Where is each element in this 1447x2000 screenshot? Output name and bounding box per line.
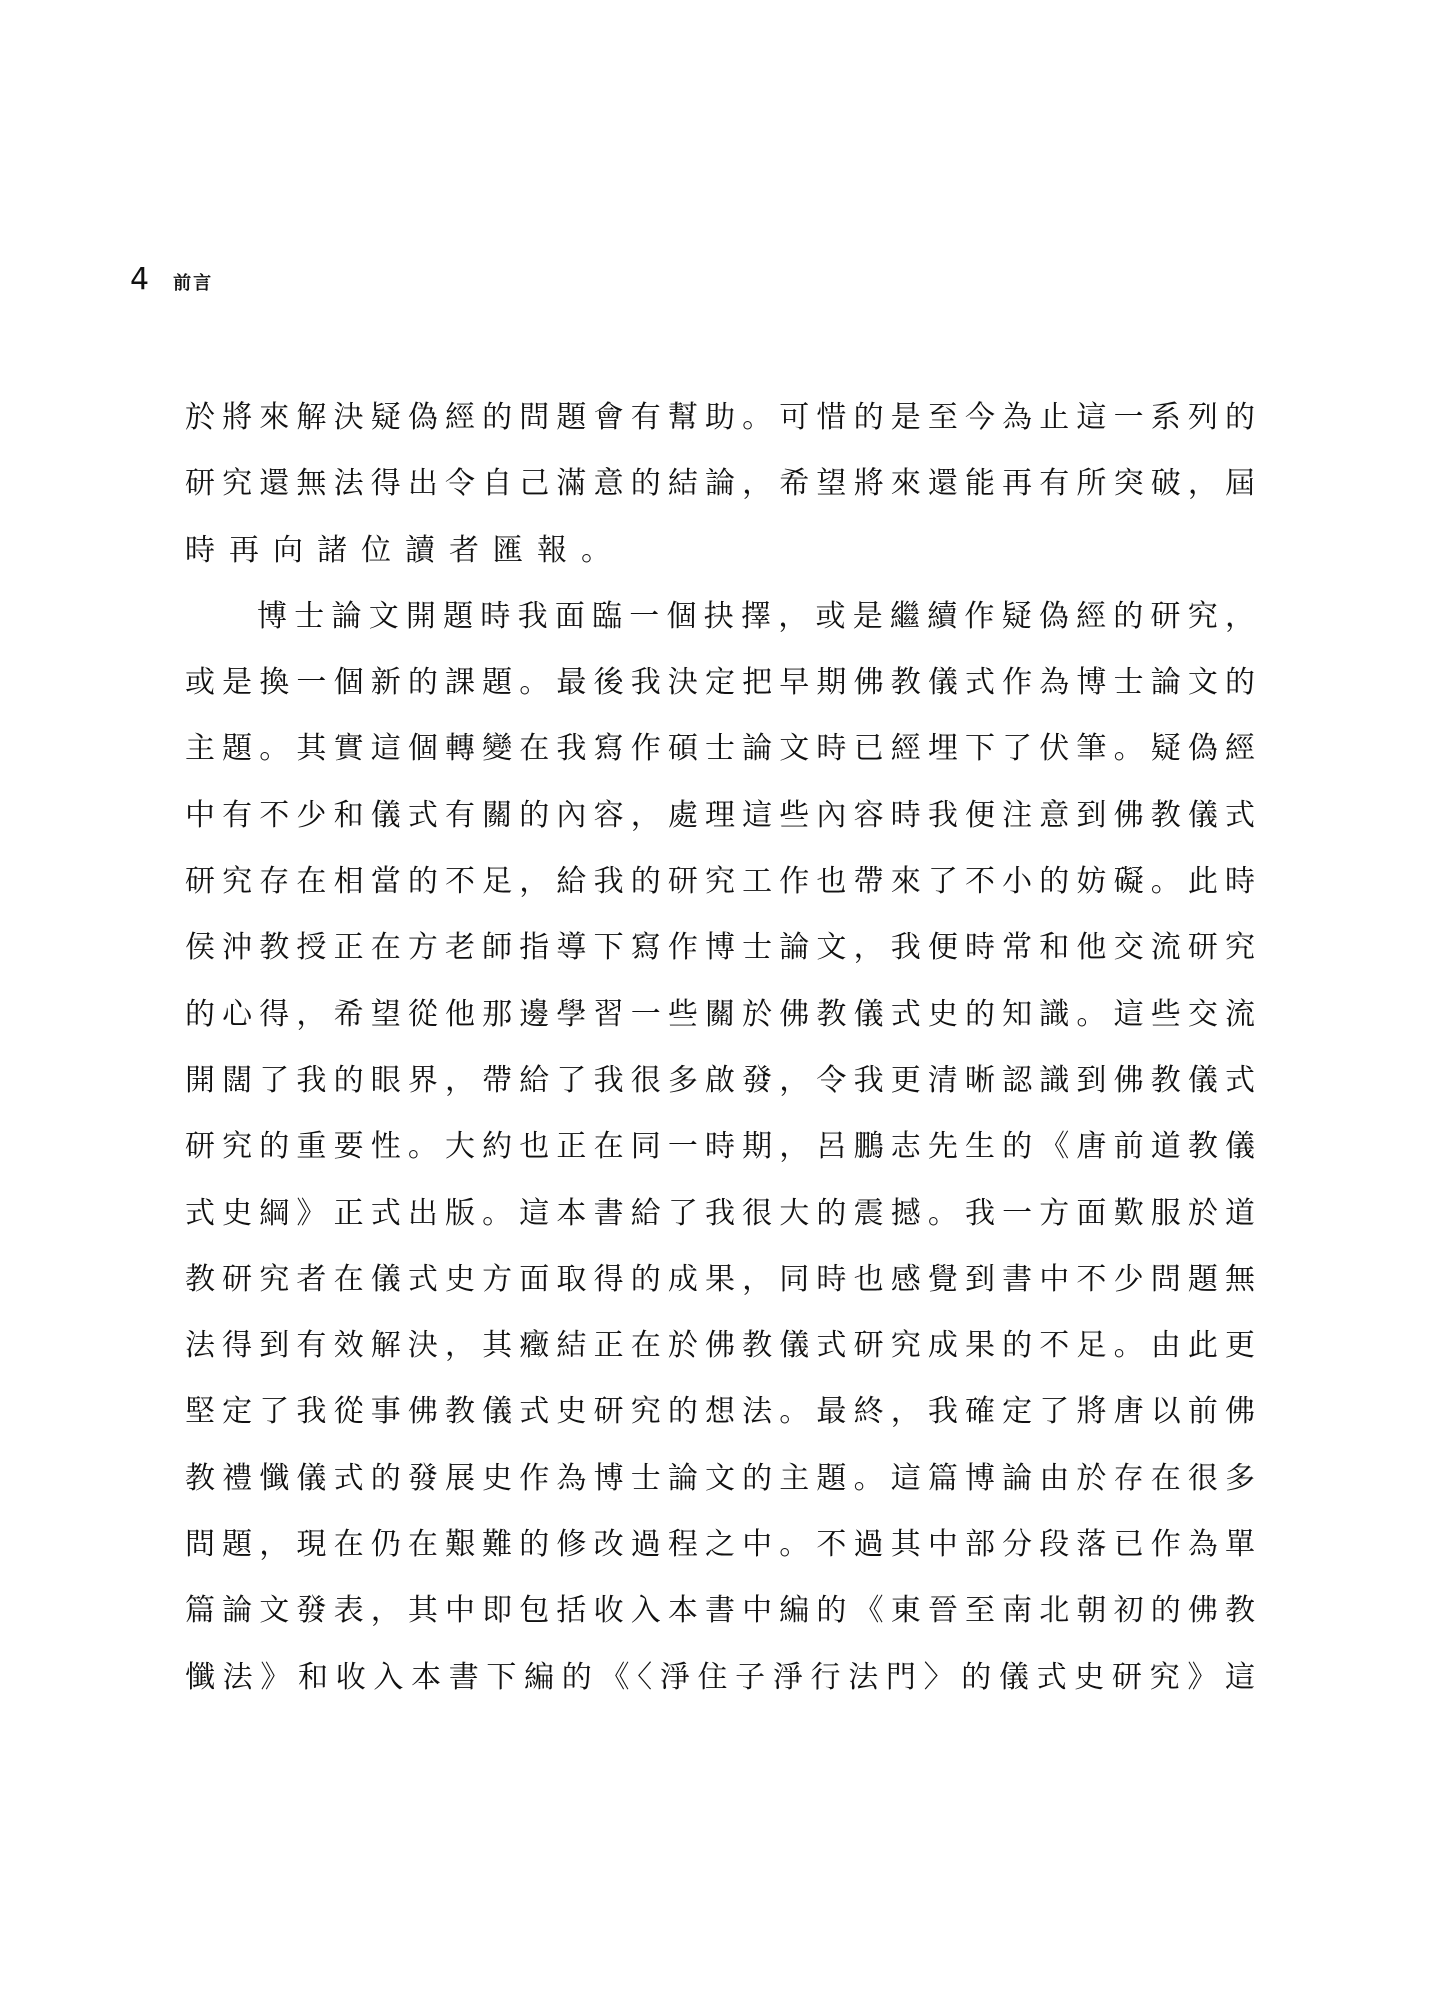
text-line: 於將來解決疑偽經的問題會有幫助。可惜的是至今為止這一系列的 xyxy=(185,400,1255,435)
text-line: 研究存在相當的不足，給我的研究工作也帶來了不小的妨礙。此時 xyxy=(185,864,1255,900)
text-line: 法得到有效解決，其癥結正在於佛教儀式研究成果的不足。由此更 xyxy=(185,1328,1255,1364)
text-line: 的心得，希望從他那邊學習一些關於佛教儀式史的知識。這些交流 xyxy=(185,996,1255,1032)
body-text xyxy=(185,385,1255,1711)
running-title: 前言 xyxy=(173,273,214,294)
text-line: 主題。其實這個轉變在我寫作碩士論文時已經埋下了伏筆。疑偽經 xyxy=(185,731,1255,767)
text-line: 教禮懺儀式的發展史作為博士論文的主題。這篇博論由於存在很多 xyxy=(185,1460,1255,1496)
text-line: 侯沖教授正在方老師指導下寫作博士論文，我便時常和他交流研究 xyxy=(185,930,1255,966)
text-line: 開闊了我的眼界，帶給了我很多啟發，令我更清晰認識到佛教儀式 xyxy=(185,1062,1255,1098)
page-header xyxy=(130,262,213,302)
text-line: 式史綱》正式出版。這本書給了我很大的震撼。我一方面歎服於道 xyxy=(185,1195,1255,1231)
text-line: 研究還無法得出令自己滿意的結論，希望將來還能再有所突破，屆 xyxy=(185,466,1255,502)
text-line: 博士論文開題時我面臨一個抉擇，或是繼續作疑偽經的研究， xyxy=(257,598,1255,634)
text-line: 研究的重要性。大約也正在同一時期，呂鵬志先生的《唐前道教儀 xyxy=(185,1129,1255,1165)
page-number: 4 xyxy=(130,262,150,297)
text-line: 教研究者在儀式史方面取得的成果，同時也感覺到書中不少問題無 xyxy=(185,1261,1255,1297)
text-line: 堅定了我從事佛教儀式史研究的想法。最終，我確定了將唐以前佛 xyxy=(185,1394,1255,1430)
text-line: 懺法》和收入本書下編的《〈淨住子淨行法門〉的儀式史研究》這 xyxy=(185,1659,1255,1695)
text-line: 或是換一個新的課題。最後我決定把早期佛教儀式作為博士論文的 xyxy=(185,665,1255,701)
text-line: 問題，現在仍在艱難的修改過程之中。不過其中部分段落已作為單 xyxy=(185,1527,1255,1563)
text-line: 時再向諸位讀者匯報。 xyxy=(185,532,625,568)
text-line: 中有不少和儀式有關的內容，處理這些內容時我便注意到佛教儀式 xyxy=(185,797,1255,833)
text-line: 篇論文發表，其中即包括收入本書中編的《東晉至南北朝初的佛教 xyxy=(185,1593,1255,1629)
